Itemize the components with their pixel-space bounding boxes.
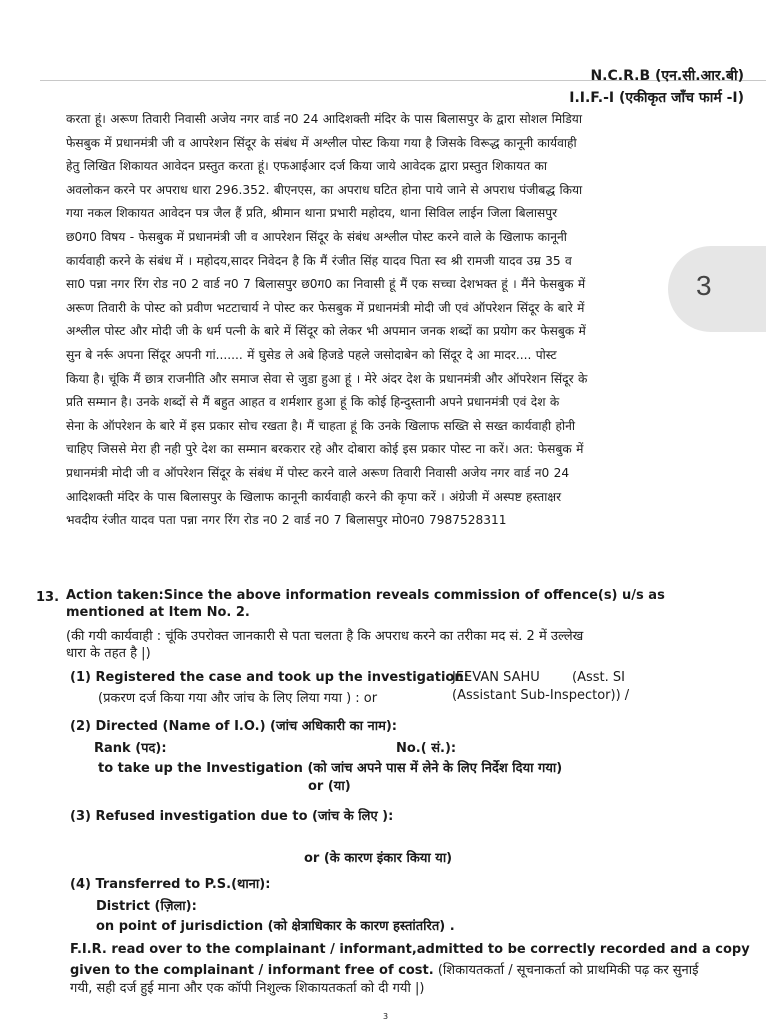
fir-line3: गयी, सही दर्ज हुई माना और एक कॉपी निशुल्क शिकायतकर्ता को दी गयी |) (70, 981, 425, 996)
complaint-line: प्रति सम्मान है। उनके शब्दों से मैं बहुत आहत व शर्मशार हुआ हूं कि कोई हिन्दुस्तानी अपने प्रधानमंत्री एवं देश के (66, 395, 560, 410)
section-13 (36, 590, 59, 606)
complaint-line: सा0 पन्ना नगर रिंग रोड न0 2 वार्ड न0 7 बिलासपुर छ0ग0 का निवासी हूं मैं एक सच्चा देशभक्त हूं । मैंने फेसबुक में (66, 277, 586, 292)
item3-or: or (के कारण इंकार किया या) (304, 851, 453, 866)
io-rank-short: (Asst. SI (572, 670, 625, 685)
fir-line1: F.I.R. read over to the complainant / informant,admitted to be correctly recorded and a copy (70, 942, 750, 957)
section-13-title-line2: mentioned at Item No. 2. (66, 605, 250, 620)
complaint-line: अवलोकन करने पर अपराध धारा 296.352. बीएनएस, का अपराध घटित होना पाये जाने से अपराध पंजीबद्ध किया (66, 182, 583, 197)
complaint-text (66, 108, 672, 533)
complaint-line: करता हूं। अरूण तिवारी निवासी अजेय नगर वार्ड न0 24 आदिशक्ती मंदिर के पास बिलासपुर के द्वारा सोशल मिडिया (66, 112, 583, 126)
item4-jurisdiction: on point of jurisdiction (को क्षेत्राधिकार के कारण हस्तांतरित) . (96, 919, 455, 934)
header-ncrb: N.C.R.B (एन.सी.आर.बी) (590, 68, 744, 84)
item2-label: (2) Directed (Name of I.O.) (जांच अधिकारी का नाम): (70, 719, 398, 734)
complaint-line: भवदीय रंजीत यादव पता पन्ना नगर रिंग रोड न0 2 वार्ड न0 7 बिलासपुर मो0न0 7987528311 (66, 513, 507, 528)
page-number: 3 (383, 1012, 389, 1021)
fir-line2 (70, 960, 699, 978)
section-number: 13. (36, 590, 60, 605)
item1-label: (1) Registered the case and took up the investigation: (70, 670, 469, 685)
complaint-line: फेसबुक में प्रधानमंत्री जी व आपरेशन सिंदूर के संबंध में अश्लील पोस्ट किया गया है जिसके विरूद्ध कानूनी कार्यवाही (66, 135, 577, 150)
item4-label: (4) Transferred to P.S.(थाना): (70, 877, 271, 892)
complaint-line: आदिशक्ती मंदिर के पास बिलासपुर के खिलाफ कानूनी कार्यवाही करने की कृपा करें । अंग्रेजी में अस्पष्ट हस्ताक्षर (66, 489, 562, 504)
item4-district: District (ज़िला): (96, 899, 197, 914)
io-name: JEEVAN SAHU (452, 670, 540, 685)
complaint-line: अरूण तिवारी के पोस्ट को प्रवीण भटटाचार्य ने पोस्ट कर फेसबुक में प्रधानमंत्री मोदी जी एवं ऑपरेशन सिंदूर के बारे में (66, 300, 585, 315)
complaint-line: सेना के ऑपरेशन के बारे में इस प्रकार सोच रखता है। मैं चाहता हूं कि उनके खिलाफ सख्ति से सख्त कार्यवाही होनी (66, 418, 576, 433)
page-tab-number: 3 (696, 270, 712, 301)
complaint-line: चाहिए जिससे मेरा ही नही पुरे देश का सम्मान बरकरार रहे और दोबारा कोई इस प्रकार पोस्ट ना करें। अत: फेसबुक में (66, 442, 584, 457)
io-rank-full: (Assistant Sub-Inspector)) / (452, 688, 630, 703)
complaint-line: गया नकल शिकायत आवेदन पत्र जैल हैं प्रति, श्रीमान थाना प्रभारी महोदय, थाना सिविल लाईन जिला बिलासपुर (66, 206, 558, 221)
item1-label-hindi: (प्रकरण दर्ज किया गया और जांच के लिए लिया गया ) : or (98, 691, 378, 706)
item2-or: or (या) (308, 779, 351, 794)
header-iif-form: I.I.F.-I (एकीकृत जाँच फार्म -I) (569, 90, 744, 106)
complaint-line: छ0ग0 विषय - फेसबुक में प्रधानमंत्री जी व आपरेशन सिंदूर के संबंध अश्लील पोस्ट करने वाले के खिलाफ कानूनी (66, 229, 567, 244)
section-13-hindi-line1: (की गयी कार्यवाही : चूंकि उपरोक्त जानकारी से पता चलता है कि अपराध करने का तरीका मद सं. 2 में उल्लेख (66, 629, 584, 644)
section-13-title-line1: Action taken:Since the above information reveals commission of offence(s) u/s as (66, 588, 665, 603)
fir-line2-rest: (शिकायतकर्ता / सूचनाकर्ता को प्राथमिकी पढ़ कर सुनाई (433, 963, 699, 978)
complaint-line: सुन बे नर्रू अपना सिंदूर अपनी गां....... में घुसेड ले अबे हिजडे पहले जसोदाबेन को सिंदूर दे आ मादर.... पोस्ट (66, 347, 557, 362)
complaint-line: कार्यवाही करने के संबंध में । महोदय,सादर निवेदन है कि मैं रंजीत सिंह यादव पिता स्व श्री रामजी यादव उम्र 35 व (66, 253, 572, 268)
complaint-line: किया है। चूंकि मैं छात्र राजनीति और समाज सेवा से जुडा हुआ हूं । मेरे अंदर देश के प्रधानमंत्री और ऑपरेशन सिंदूर के (66, 371, 588, 386)
complaint-line: अश्लील पोस्ट और मोदी जी के धर्म पत्नी के बारे में सिंदूर को लेकर भी अपमान जनक शब्दों का प्रयोग कर फेसबुक में (66, 324, 586, 339)
section-13-hindi-line2: धारा के तहत है |) (66, 646, 151, 661)
complaint-line: प्रधानमंत्री मोदी जी व ऑपरेशन सिंदूर के संबंध में पोस्ट करने वाले अरूण तिवारी निवासी अजेय नगर वार्ड न0 24 (66, 465, 570, 480)
fir-line2-bold: given to the complainant / informant free of cost. (70, 963, 434, 978)
complaint-line: हेतु लिखित शिकायत आवेदन प्रस्तुत करता हूं। एफआईआर दर्ज किया जाये आवेदक द्वारा प्रस्तुत शिकायत का (66, 159, 548, 174)
item2-take-up: to take up the Investigation (को जांच अपने पास में लेने के लिए निर्देश दिया गया) (98, 761, 563, 776)
page-tab (668, 246, 766, 332)
item2-rank: Rank (पद): (94, 741, 167, 756)
item3-label: (3) Refused investigation due to (जांच के लिए ): (70, 809, 394, 824)
item2-no: No.( सं.): (396, 741, 457, 756)
